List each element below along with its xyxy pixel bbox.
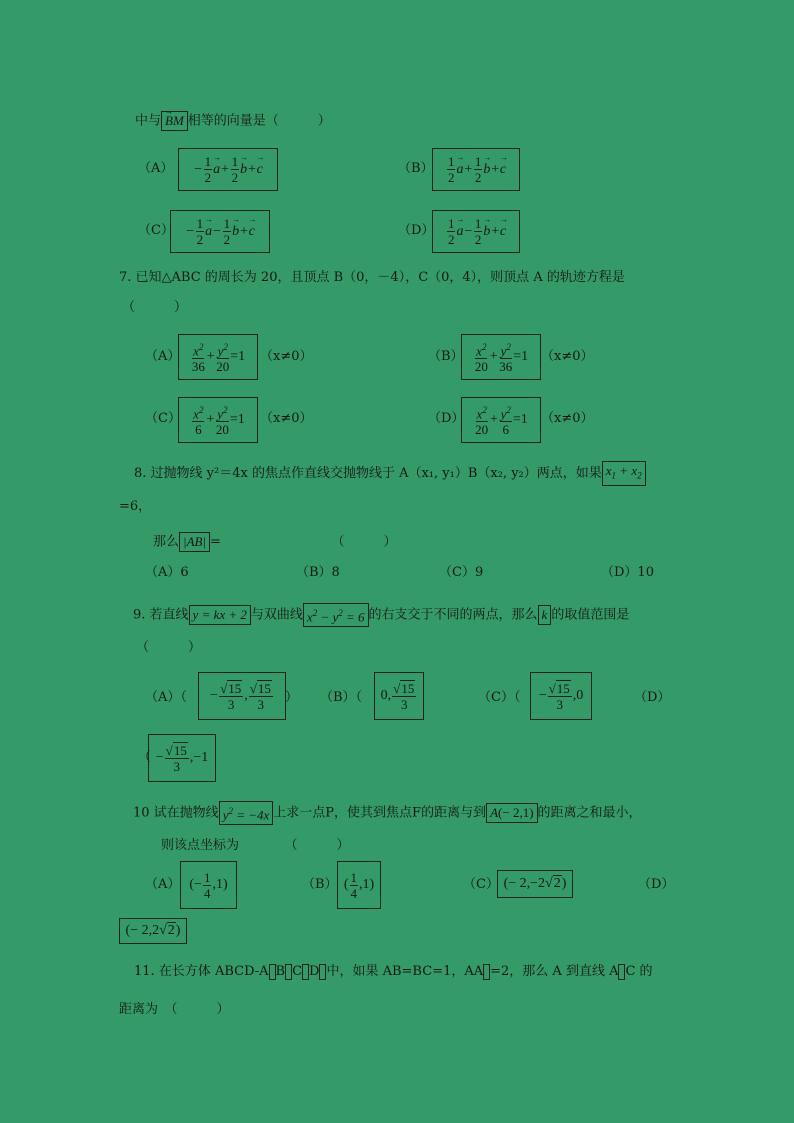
q6-option-d: （D） (398, 223, 435, 238)
q7-option-a: （A） (145, 349, 181, 364)
q6-option-b: （B） (398, 161, 434, 176)
q10-option-d-formula: (− 2,2√2) (119, 918, 187, 944)
q8-then: 那么 |AB| = （ ） (153, 532, 396, 553)
q9-option-c: （C）（ (478, 690, 521, 705)
q9-line-box: y = kx + 2 (189, 605, 251, 625)
q10-option-d: （D） (638, 877, 675, 892)
q7-option-c: （C） (145, 411, 181, 426)
q8-stem: 8. 过抛物线 y²＝4x 的焦点作直线交抛物线于 A（x₁, y₁）B（x₂, y₂）两点，如果 $x_1 + x_2$ (134, 461, 646, 486)
q8-cont: =6， (119, 499, 152, 514)
q7-option-a-cond: （x≠0） (260, 349, 313, 364)
q7-option-d: （D） (428, 411, 465, 426)
q8-option-a: （A）6 (145, 565, 189, 580)
q8-option-c: （C）9 (439, 565, 484, 580)
q8-ab-box: |AB| (179, 532, 210, 552)
q9-k-box: k (538, 605, 552, 625)
q9-stem: 9. 若直线 y = kx + 2 与双曲线 $x^2 - y^2 = 6$ 的右支交于不同的两点，那么 k 的取值范围是 (133, 603, 629, 627)
q10-option-b: （B） (302, 877, 338, 892)
q10-option-b-formula: ( $\frac{1}{4}$ ,1) (337, 861, 381, 909)
subscript-box (285, 964, 292, 980)
q9-option-a-formula: − $\frac{√15}{3}$ , $\frac{√15}{3}$ (198, 672, 286, 720)
q9-paren: （ ） (136, 640, 202, 655)
q7-option-b-formula: $\frac{x^2}{20}$ + $\frac{y^2}{36}$ =1 (461, 334, 541, 380)
q10-parabola-box: $y^2 = -4x$ (219, 801, 274, 825)
q9-hyperbola-box: $x^2 - y^2 = 6$ (303, 603, 369, 627)
q7-option-d-formula: $\frac{x^2}{20}$ + $\frac{y^2}{6}$ =1 (461, 397, 541, 443)
q9-option-c-formula: − $\frac{√15}{3}$ ,0 (530, 672, 592, 720)
q6-option-a-formula: − $\frac{1}{2}$ → a + $\frac{1}{2}$ → b + → c (178, 148, 278, 191)
q11-stem: 11. 在长方体 ABCD-A B C D 中，如果 AB=BC=1，AA =2，那么 A 到直线 A C 的 (134, 964, 653, 979)
q10-then: 则该点坐标为 （ ） (161, 838, 350, 853)
q9-option-d-open: （ (138, 750, 152, 765)
q6-stem: 中与→ BM 相等的向量是（ ） (135, 111, 331, 132)
q6-option-d-formula: $\frac{1}{2}$ → a − $\frac{1}{2}$ → b + → c (432, 210, 520, 253)
vector-bm-box: → BM (161, 111, 188, 131)
q7-stem: 7. 已知△ABC 的周长为 20，且顶点 B（0，－4），C（0，4），则顶点 A 的轨迹方程是 (119, 270, 625, 285)
q7-option-a-formula: $\frac{x^2}{36}$ + $\frac{y^2}{20}$ =1 (178, 334, 258, 380)
q9-option-a: （A）（ (145, 690, 187, 705)
q7-option-c-cond: （x≠0） (260, 411, 313, 426)
q6-option-c-formula: − $\frac{1}{2}$ → a − $\frac{1}{2}$ → b + → c (170, 210, 270, 253)
subscript-box (269, 964, 276, 980)
q10-option-a: （A） (145, 877, 181, 892)
q10-stem: 10 试在抛物线 $y^2 = -4x$ 上求一点P，使其到焦点F的距离与到 A(− 2,1) 的距离之和最小， (133, 801, 642, 825)
q9-option-d: （D） (634, 690, 671, 705)
q11-line2: 距离为 （ ） (119, 1002, 230, 1017)
q7-option-b-cond: （x≠0） (541, 349, 594, 364)
q10-point-a-box: A(− 2,1) (486, 803, 537, 823)
q9-option-d-formula: − $\frac{√15}{3}$ ,−1 (148, 734, 216, 782)
q6-option-a: （A） (138, 161, 174, 176)
subscript-box (302, 964, 309, 980)
q7-option-c-formula: $\frac{x^2}{6}$ + $\frac{y^2}{20}$ =1 (178, 397, 258, 443)
q7-option-b: （B） (428, 349, 464, 364)
q10-option-c-formula: (− 2,−2√2) (497, 870, 573, 898)
q10-option-c: （C） (463, 877, 499, 892)
q8-option-d: （D）10 (601, 565, 654, 580)
q9-option-b-formula: 0, $\frac{√15}{3}$ (374, 672, 424, 720)
q9-option-b: （B）（ (320, 690, 363, 705)
q6-option-c: （C） (138, 223, 174, 238)
q8-option-b: （B）8 (296, 565, 340, 580)
q9-option-a-close: ） (285, 690, 299, 705)
q7-option-d-cond: （x≠0） (541, 411, 594, 426)
q10-option-a-formula: (− $\frac{1}{4}$ ,1) (180, 861, 237, 909)
q7-paren: （ ） (122, 300, 188, 315)
q8-x1-x2-box: $x_1 + x_2$ (602, 461, 646, 486)
q6-option-b-formula: $\frac{1}{2}$ → a + $\frac{1}{2}$ → b + → c (432, 148, 520, 191)
